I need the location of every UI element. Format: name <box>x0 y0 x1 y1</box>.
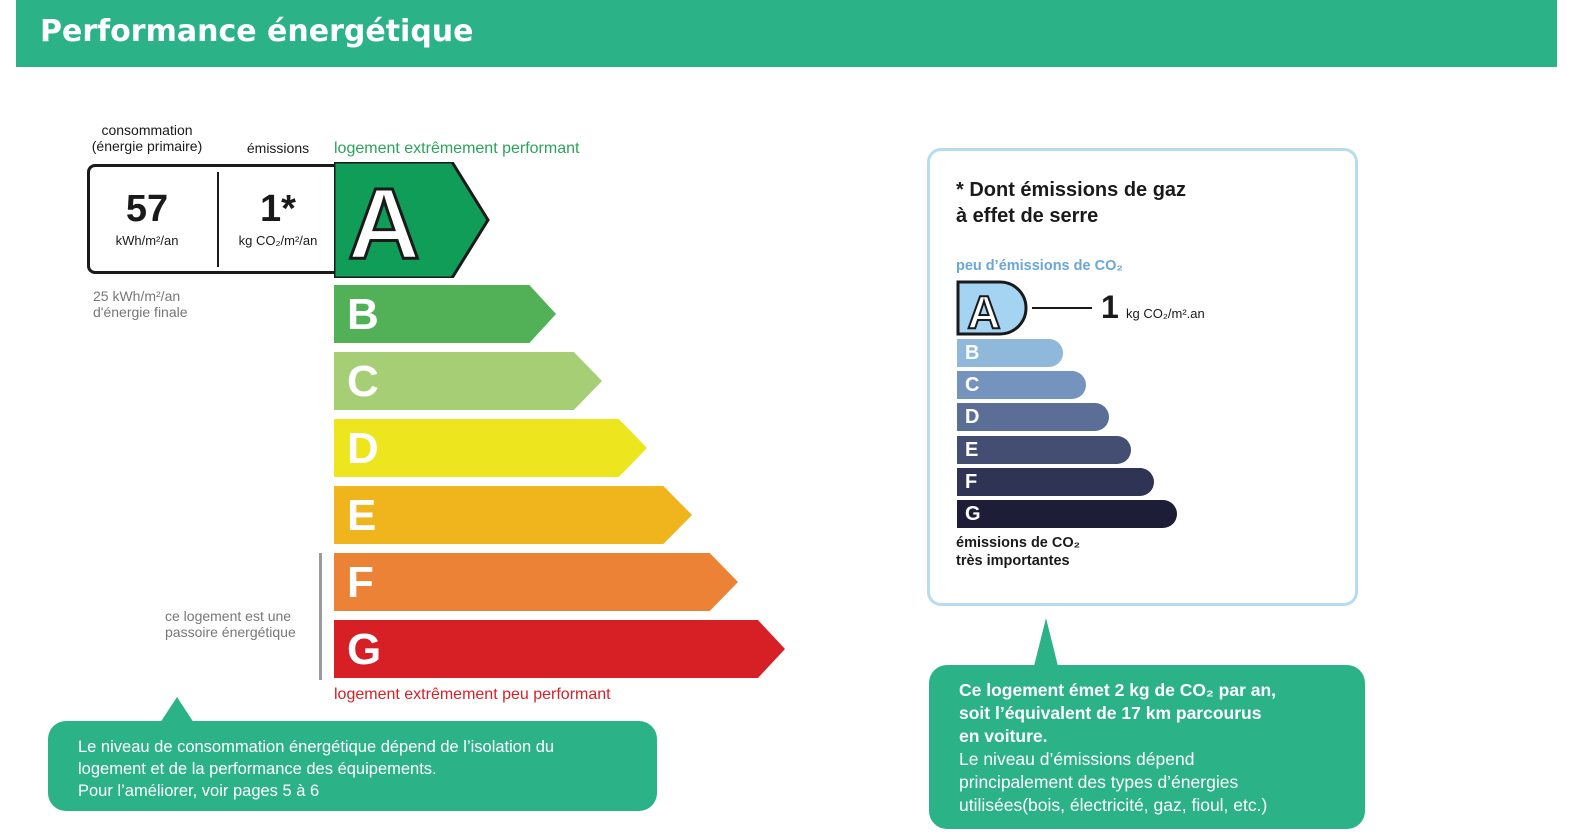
energy-class-d-bar <box>334 419 647 477</box>
emissions-value: 1* <box>260 188 296 230</box>
left-bubble-tail <box>160 697 194 723</box>
right-bubble-tail <box>1034 618 1058 666</box>
right-bubble-line-4: Le niveau d’émissions dépend <box>959 749 1195 769</box>
right-bubble-line-5: principalement des types d’énergies <box>959 772 1239 792</box>
energy-class-e-letter: E <box>347 491 377 540</box>
energy-class-d-letter: D <box>347 424 379 473</box>
consumption-value: 57 <box>125 188 169 230</box>
co2-value: 1 <box>1101 289 1119 325</box>
passoire-bracket <box>319 553 322 680</box>
svg-text:A: A <box>347 172 421 270</box>
emissions-unit: kg CO₂/m²/an <box>238 233 318 248</box>
co2-class-a-marker <box>956 280 1030 336</box>
co2-panel-title-1: * Dont émissions de gaz <box>956 179 1187 201</box>
co2-class-c-letter: C <box>965 374 980 396</box>
left-info-bubble <box>48 721 657 811</box>
left-bubble-line-1: Le niveau de consommation énergétique dépend de l’isolation du <box>78 738 555 756</box>
energy-class-e-bar <box>334 486 692 544</box>
right-bubble-line-2: soit l’équivalent de 17 km parcourus <box>959 703 1262 723</box>
section-title: Performance énergétique <box>40 14 474 49</box>
energy-class-f-bar <box>334 553 738 611</box>
passoire-label: ce logement est une passoire énergétique <box>165 608 296 640</box>
bottom-performance-label: logement extrêmement peu performant <box>334 686 611 703</box>
co2-panel-title-2: à effet de serre <box>956 205 1099 227</box>
co2-class-g-letter: G <box>965 503 981 525</box>
co2-class-d-letter: D <box>965 406 980 428</box>
co2-class-f-bar <box>957 468 1154 496</box>
section-header <box>16 0 1557 67</box>
co2-class-f-letter: F <box>965 471 978 493</box>
right-bubble-line-3: en voiture. <box>959 726 1048 746</box>
co2-bottom-label-2: très importantes <box>956 553 1070 569</box>
energy-class-c-letter: C <box>347 357 379 406</box>
co2-class-g-bar <box>957 500 1177 528</box>
co2-unit: kg CO₂/m².an <box>1126 306 1205 321</box>
co2-class-b-letter: B <box>965 342 980 364</box>
final-energy-note: 25 kWh/m²/an d'énergie finale <box>93 288 188 320</box>
svg-text:A: A <box>967 286 1001 336</box>
left-bubble-line-2: logement et de la performance des équipements. <box>78 760 437 778</box>
emissions-column-label: émissions <box>246 140 310 156</box>
right-bubble-line-6: utilisées(bois, électricité, gaz, fioul, etc.) <box>959 795 1268 815</box>
consumption-unit: kWh/m²/an <box>115 233 179 248</box>
energy-class-a-letter <box>344 172 430 270</box>
co2-class-e-bar <box>957 436 1131 464</box>
energy-class-g-letter: G <box>347 625 382 674</box>
co2-class-d-bar <box>957 403 1109 431</box>
right-info-bubble <box>929 665 1365 829</box>
energy-class-g-bar <box>334 620 785 678</box>
left-bubble-line-3: Pour l’améliorer, voir pages 5 à 6 <box>78 782 320 800</box>
co2-class-e-letter: E <box>965 439 979 461</box>
consumption-column-label: consommation (énergie primaire) <box>91 122 203 154</box>
right-bubble-line-1: Ce logement émet 2 kg de CO₂ par an, <box>959 680 1277 700</box>
energy-class-b-letter: B <box>347 290 379 339</box>
top-performance-label: logement extrêmement performant <box>334 140 580 157</box>
co2-bottom-label-1: émissions de CO₂ <box>956 535 1081 551</box>
energy-class-f-letter: F <box>347 558 374 607</box>
box-divider <box>217 172 219 267</box>
co2-top-label: peu d’émissions de CO₂ <box>956 258 1123 274</box>
co2-marker-line <box>1032 307 1092 309</box>
